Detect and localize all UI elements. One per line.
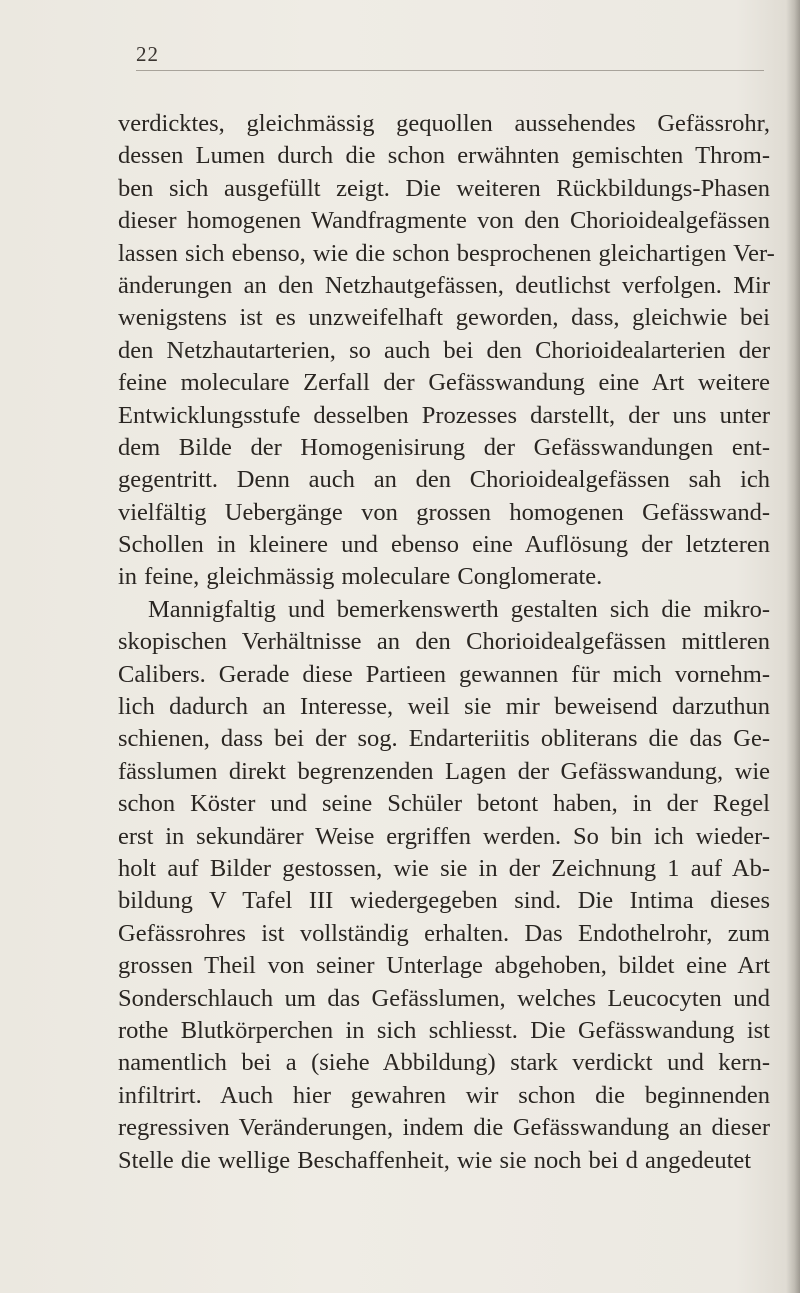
text-line: schon Köster und seine Schüler betont haben, in der Regel <box>118 790 770 818</box>
header-rule <box>136 70 764 71</box>
text-line: vielfältig Uebergänge von grossen homogenen Gefässwand- <box>118 498 770 526</box>
text-line: fässlumen direkt begrenzenden Lagen der Gefässwandung, wie <box>118 757 770 785</box>
text-line: Calibers. Gerade diese Partieen gewannen für mich vornehm- <box>118 660 770 688</box>
text-line: bildung V Tafel III wiedergegeben sind. Die Intima dieses <box>118 887 770 915</box>
paragraph <box>118 594 770 1177</box>
body-text <box>118 108 775 1177</box>
text-line: Gefässrohres ist vollständig erhalten. Das Endothelrohr, zum <box>118 919 770 947</box>
text-line: lassen sich ebenso, wie die schon besprochenen gleichartigen Ver- <box>118 239 775 267</box>
text-line: dem Bilde der Homogenisirung der Gefässwandungen ent- <box>118 433 770 461</box>
text-line: wenigstens ist es unzweifelhaft geworden, dass, gleichwie bei <box>118 304 770 332</box>
text-line: skopischen Verhältnisse an den Chorioidealgefässen mittleren <box>118 628 770 656</box>
text-line: änderungen an den Netzhautgefässen, deutlichst verfolgen. Mir <box>118 271 770 299</box>
text-line: den Netzhautarterien, so auch bei den Chorioidealarterien der <box>118 336 770 364</box>
text-line: feine moleculare Zerfall der Gefässwandung eine Art weitere <box>118 369 770 397</box>
text-line: schienen, dass bei der sog. Endarteriitis obliterans die das Ge- <box>118 725 770 753</box>
text-line: Entwicklungsstufe desselben Prozesses darstellt, der uns unter <box>118 401 770 429</box>
text-line: dieser homogenen Wandfragmente von den Chorioidealgefässen <box>118 207 770 235</box>
text-line: dessen Lumen durch die schon erwähnten gemischten Throm- <box>118 142 770 170</box>
text-line: in feine, gleichmässig moleculare Conglomerate. <box>118 563 603 591</box>
text-line: grossen Theil von seiner Unterlage abgehoben, bildet eine Art <box>118 952 770 980</box>
text-line: Schollen in kleinere und ebenso eine Auflösung der letzteren <box>118 531 770 559</box>
text-line: erst in sekundärer Weise ergriffen werden. So bin ich wieder- <box>118 822 770 850</box>
text-line: ben sich ausgefüllt zeigt. Die weiteren Rückbildungs-Phasen <box>118 174 770 202</box>
text-line: regressiven Veränderungen, indem die Gefässwandung an dieser <box>118 1114 770 1142</box>
text-line: lich dadurch an Interesse, weil sie mir beweisend darzuthun <box>118 693 770 721</box>
text-line: infiltrirt. Auch hier gewahren wir schon die beginnenden <box>118 1081 770 1109</box>
page-number: 22 <box>136 42 159 66</box>
text-line: Mannigfaltig und bemerkenswerth gestalten sich die mikro- <box>148 595 770 623</box>
paragraph <box>118 108 775 594</box>
text-line: Stelle die wellige Beschaffenheit, wie sie noch bei d angedeutet <box>118 1146 752 1174</box>
text-line: holt auf Bilder gestossen, wie sie in der Zeichnung 1 auf Ab- <box>118 854 770 882</box>
text-line: rothe Blutkörperchen in sich schliesst. Die Gefässwandung ist <box>118 1016 770 1044</box>
text-line: gegentritt. Denn auch an den Chorioidealgefässen sah ich <box>118 466 770 494</box>
page-edge-shadow <box>786 0 800 1293</box>
text-line: namentlich bei a (siehe Abbildung) stark verdickt und kern- <box>118 1049 770 1077</box>
text-line: verdicktes, gleichmässig gequollen aussehendes Gefässrohr, <box>118 110 770 137</box>
text-line: Sonderschlauch um das Gefässlumen, welches Leucocyten und <box>118 984 770 1012</box>
